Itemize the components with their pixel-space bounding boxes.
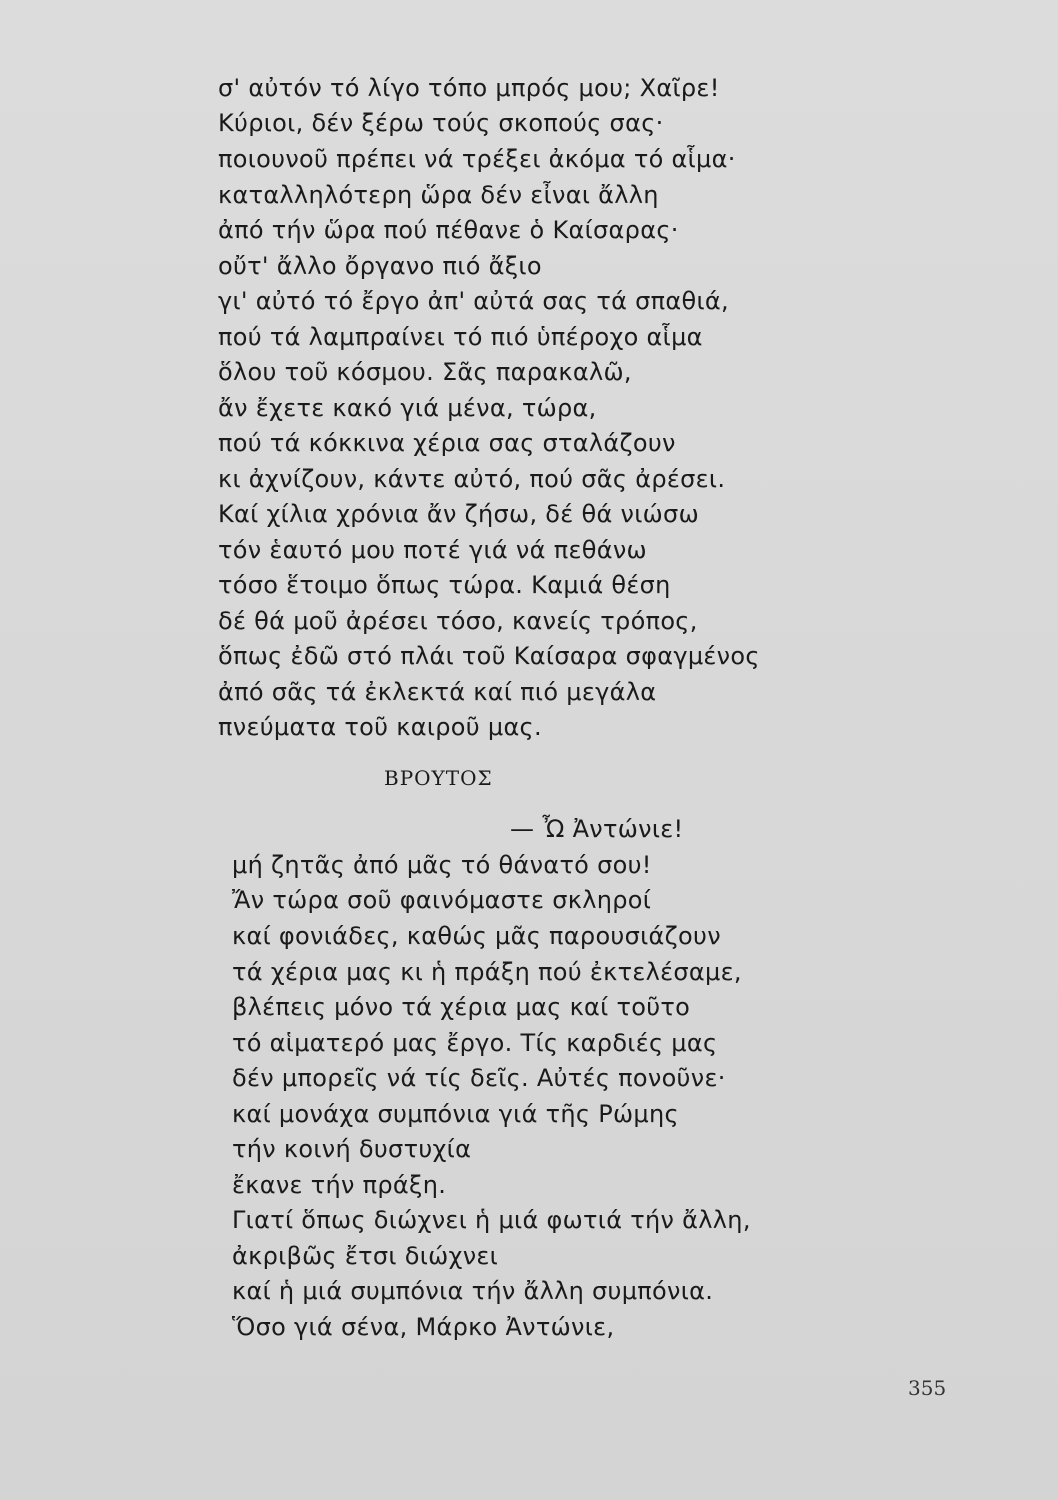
verse-line: δέν μπορεῖς νά τίς δεῖς. Αὐτές πονοῦνε·	[232, 1064, 726, 1092]
verse-line: ἀπό σᾶς τά ἐκλεκτά καί πιό μεγάλα	[218, 678, 657, 706]
verse-line: πού τά λαμπραίνει τό πιό ὑπέροχο αἷμα	[218, 323, 703, 351]
verse-line: πνεύματα τοῦ καιροῦ μας.	[218, 713, 542, 741]
verse-line: καταλληλότερη ὥρα δέν εἶναι ἄλλη	[218, 181, 659, 209]
verse-line: τόσο ἕτοιμο ὅπως τώρα. Καμιά θέση	[218, 571, 671, 599]
verse-line: ἀπό τήν ὥρα πού πέθανε ὁ Καίσαρας·	[218, 216, 679, 244]
verse-line: ἔκανε τήν πράξη.	[232, 1171, 447, 1199]
verse-line: σ' αὐτόν τό λίγο τόπο μπρός μου; Χαῖρε!	[218, 74, 720, 102]
verse-line: Ἄν τώρα σοῦ φαινόμαστε σκληροί	[232, 886, 652, 914]
verse-line: δέ θά μοῦ ἀρέσει τόσο, κανείς τρόπος,	[218, 607, 698, 635]
verse-line: καί μονάχα συμπόνια γιά τῆς Ρώμης	[232, 1100, 679, 1128]
verse-line: Καί χίλια χρόνια ἄν ζήσω, δέ θά νιώσω	[218, 500, 699, 528]
verse-line: ἀκριβῶς ἔτσι διώχνει	[232, 1242, 499, 1270]
verse-line: τήν κοινή δυστυχία	[232, 1135, 472, 1163]
speaker-heading: ΒΡΟΥΤΟΣ	[384, 766, 493, 790]
verse-line: πού τά κόκκινα χέρια σας σταλάζουν	[218, 429, 676, 457]
verse-line: καί φονιάδες, καθώς μᾶς παρουσιάζουν	[232, 922, 721, 950]
verse-line: τά χέρια μας κι ἡ πράξη πού ἐκτελέσαμε,	[232, 958, 742, 986]
verse-line: βλέπεις μόνο τά χέρια μας καί τοῦτο	[232, 993, 691, 1021]
verse-line: ἄν ἔχετε κακό γιά μένα, τώρα,	[218, 394, 597, 422]
verse-line: οὔτ' ἄλλο ὄργανο πιό ἄξιο	[218, 252, 542, 280]
verse-line: γι' αὐτό τό ἔργο ἀπ' αὐτά σας τά σπαθιά,	[218, 287, 729, 315]
verse-line: τό αἱματερό μας ἔργο. Τίς καρδιές μας	[232, 1029, 718, 1057]
verse-line: ὅλου τοῦ κόσμου. Σᾶς παρακαλῶ,	[218, 358, 632, 386]
verse-line: κι ἀχνίζουν, κάντε αὐτό, πού σᾶς ἀρέσει.	[218, 465, 726, 493]
verse-line: τόν ἑαυτό μου ποτέ γιά νά πεθάνω	[218, 536, 647, 564]
verse-line: Γιατί ὅπως διώχνει ἡ μιά φωτιά τήν ἄλλη,	[232, 1206, 751, 1234]
verse-line: ὅπως ἐδῶ στό πλάι τοῦ Καίσαρα σφαγμένος	[218, 642, 760, 670]
verse-line: μή ζητᾶς ἀπό μᾶς τό θάνατό σου!	[232, 851, 652, 879]
verse-line: Ὅσο γιά σένα, Μάρκο Ἀντώνιε,	[232, 1313, 615, 1341]
page-number: 355	[908, 1376, 947, 1400]
verse-line: Κύριοι, δέν ξέρω τούς σκοπούς σας·	[218, 109, 664, 137]
reply-line: — Ὦ Ἀντώνιε!	[510, 815, 684, 843]
verse-line: καί ἡ μιά συμπόνια τήν ἄλλη συμπόνια.	[232, 1277, 714, 1305]
verse-line: ποιουνοῦ πρέπει νά τρέξει ἀκόμα τό αἷμα·	[218, 145, 736, 173]
